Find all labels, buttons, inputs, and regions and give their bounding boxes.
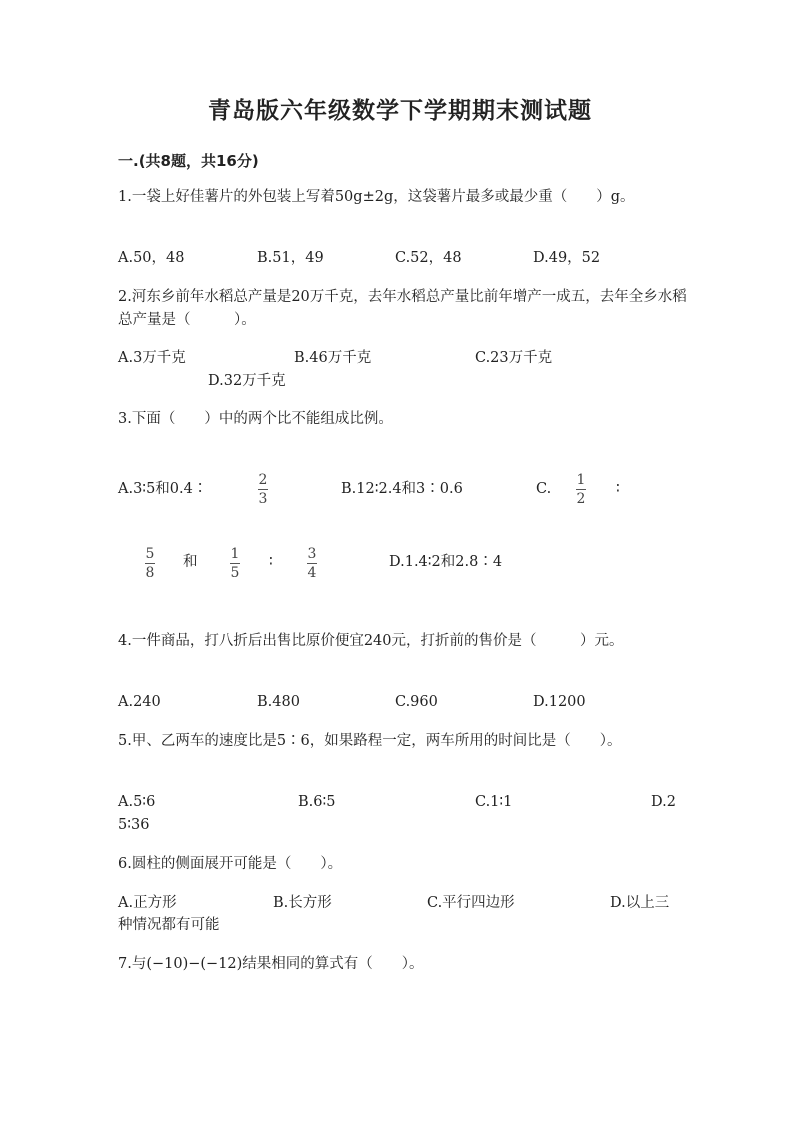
question-3-option-b: B.12∶2.4和3∶0.6: [341, 481, 463, 497]
fraction-bar: [145, 563, 155, 564]
fraction-numerator: 3: [307, 546, 317, 562]
question-5-option-b: B.6∶5: [298, 794, 336, 810]
question-7-stem: 7.与(−10)−(−12)结果相同的算式有（ ）。: [118, 956, 424, 972]
section-heading: 一.(共8题，共16分): [118, 152, 259, 170]
question-3-option-a: A.3∶5和0.4∶: [118, 481, 208, 497]
fraction-bar: [576, 489, 586, 490]
question-2-option-d: D.32万千克: [208, 373, 286, 389]
question-5-option-d-continued: 5∶36: [118, 817, 150, 833]
question-4-option-d: D.1200: [533, 694, 586, 710]
fraction-numerator: 2: [258, 472, 268, 488]
page-title: 青岛版六年级数学下学期期末测试题: [208, 98, 592, 124]
question-1-option-d: D.49，52: [533, 250, 601, 266]
fraction-denominator: 2: [576, 491, 586, 507]
question-5-option-c: C.1∶1: [475, 794, 513, 810]
question-4-stem: 4.一件商品，打八折后出售比原价便宜240元，打折前的售价是（ ）元。: [118, 633, 624, 649]
question-2-option-b: B.46万千克: [294, 350, 372, 366]
question-2-stem: 2.河东乡前年水稻总产量是20万千克，去年水稻总产量比前年增产一成五，去年全乡水稻总产量是（ ）。: [118, 289, 687, 328]
question-6-option-a: A.正方形: [118, 895, 177, 911]
fraction-numerator: 1: [230, 546, 240, 562]
question-3-stem: 3.下面（ ）中的两个比不能组成比例。: [118, 411, 393, 427]
question-6-option-b: B.长方形: [273, 895, 332, 911]
question-4-option-a: A.240: [118, 694, 161, 710]
fraction-denominator: 5: [230, 565, 240, 581]
question-5-option-d: D.2: [651, 794, 676, 810]
fraction-denominator: 3: [258, 491, 268, 507]
fraction-denominator: 4: [307, 565, 317, 581]
fraction-bar: [307, 563, 317, 564]
question-3-option-c-fraction-3: [230, 546, 240, 581]
fraction-denominator: 8: [145, 565, 155, 581]
fraction-numerator: 1: [576, 472, 586, 488]
question-1-option-c: C.52，48: [395, 250, 462, 266]
question-3-option-c-colon-2: ∶: [269, 554, 273, 570]
question-3-option-c-fraction-2: [145, 546, 155, 581]
question-5-option-a: A.5∶6: [118, 794, 156, 810]
question-2-option-c: C.23万千克: [475, 350, 553, 366]
question-4-option-c: C.960: [395, 694, 438, 710]
fraction-bar: [230, 563, 240, 564]
question-6-stem: 6.圆柱的侧面展开可能是（ ）。: [118, 856, 343, 872]
question-2-option-a: A.3万千克: [118, 350, 186, 366]
question-3-option-a-fraction: [258, 472, 268, 507]
question-1-option-b: B.51，49: [257, 250, 324, 266]
fraction-bar: [258, 489, 268, 490]
fraction-numerator: 5: [145, 546, 155, 562]
question-1-option-a: A.50，48: [118, 250, 185, 266]
question-3-option-d: D.1.4∶2和2.8∶4: [389, 554, 503, 570]
question-6-option-c: C.平行四边形: [427, 895, 515, 911]
question-6-option-d: D.以上三: [610, 895, 670, 911]
question-6-option-d-continued: 种情况都有可能: [118, 917, 220, 933]
question-4-option-b: B.480: [257, 694, 300, 710]
question-3-option-c-fraction-1: [576, 472, 586, 507]
question-3-option-c-colon-1: ∶: [616, 481, 620, 497]
question-3-option-c-label: C.: [536, 481, 552, 497]
question-5-stem: 5.甲、乙两车的速度比是5∶6，如果路程一定，两车所用的时间比是（ ）。: [118, 733, 622, 749]
question-1-stem: 1.一袋上好佳薯片的外包装上写着50g±2g，这袋薯片最多或最少重（ ）g。: [118, 189, 635, 205]
question-3-option-c-fraction-4: [307, 546, 317, 581]
question-3-option-c-and: 和: [183, 554, 198, 570]
